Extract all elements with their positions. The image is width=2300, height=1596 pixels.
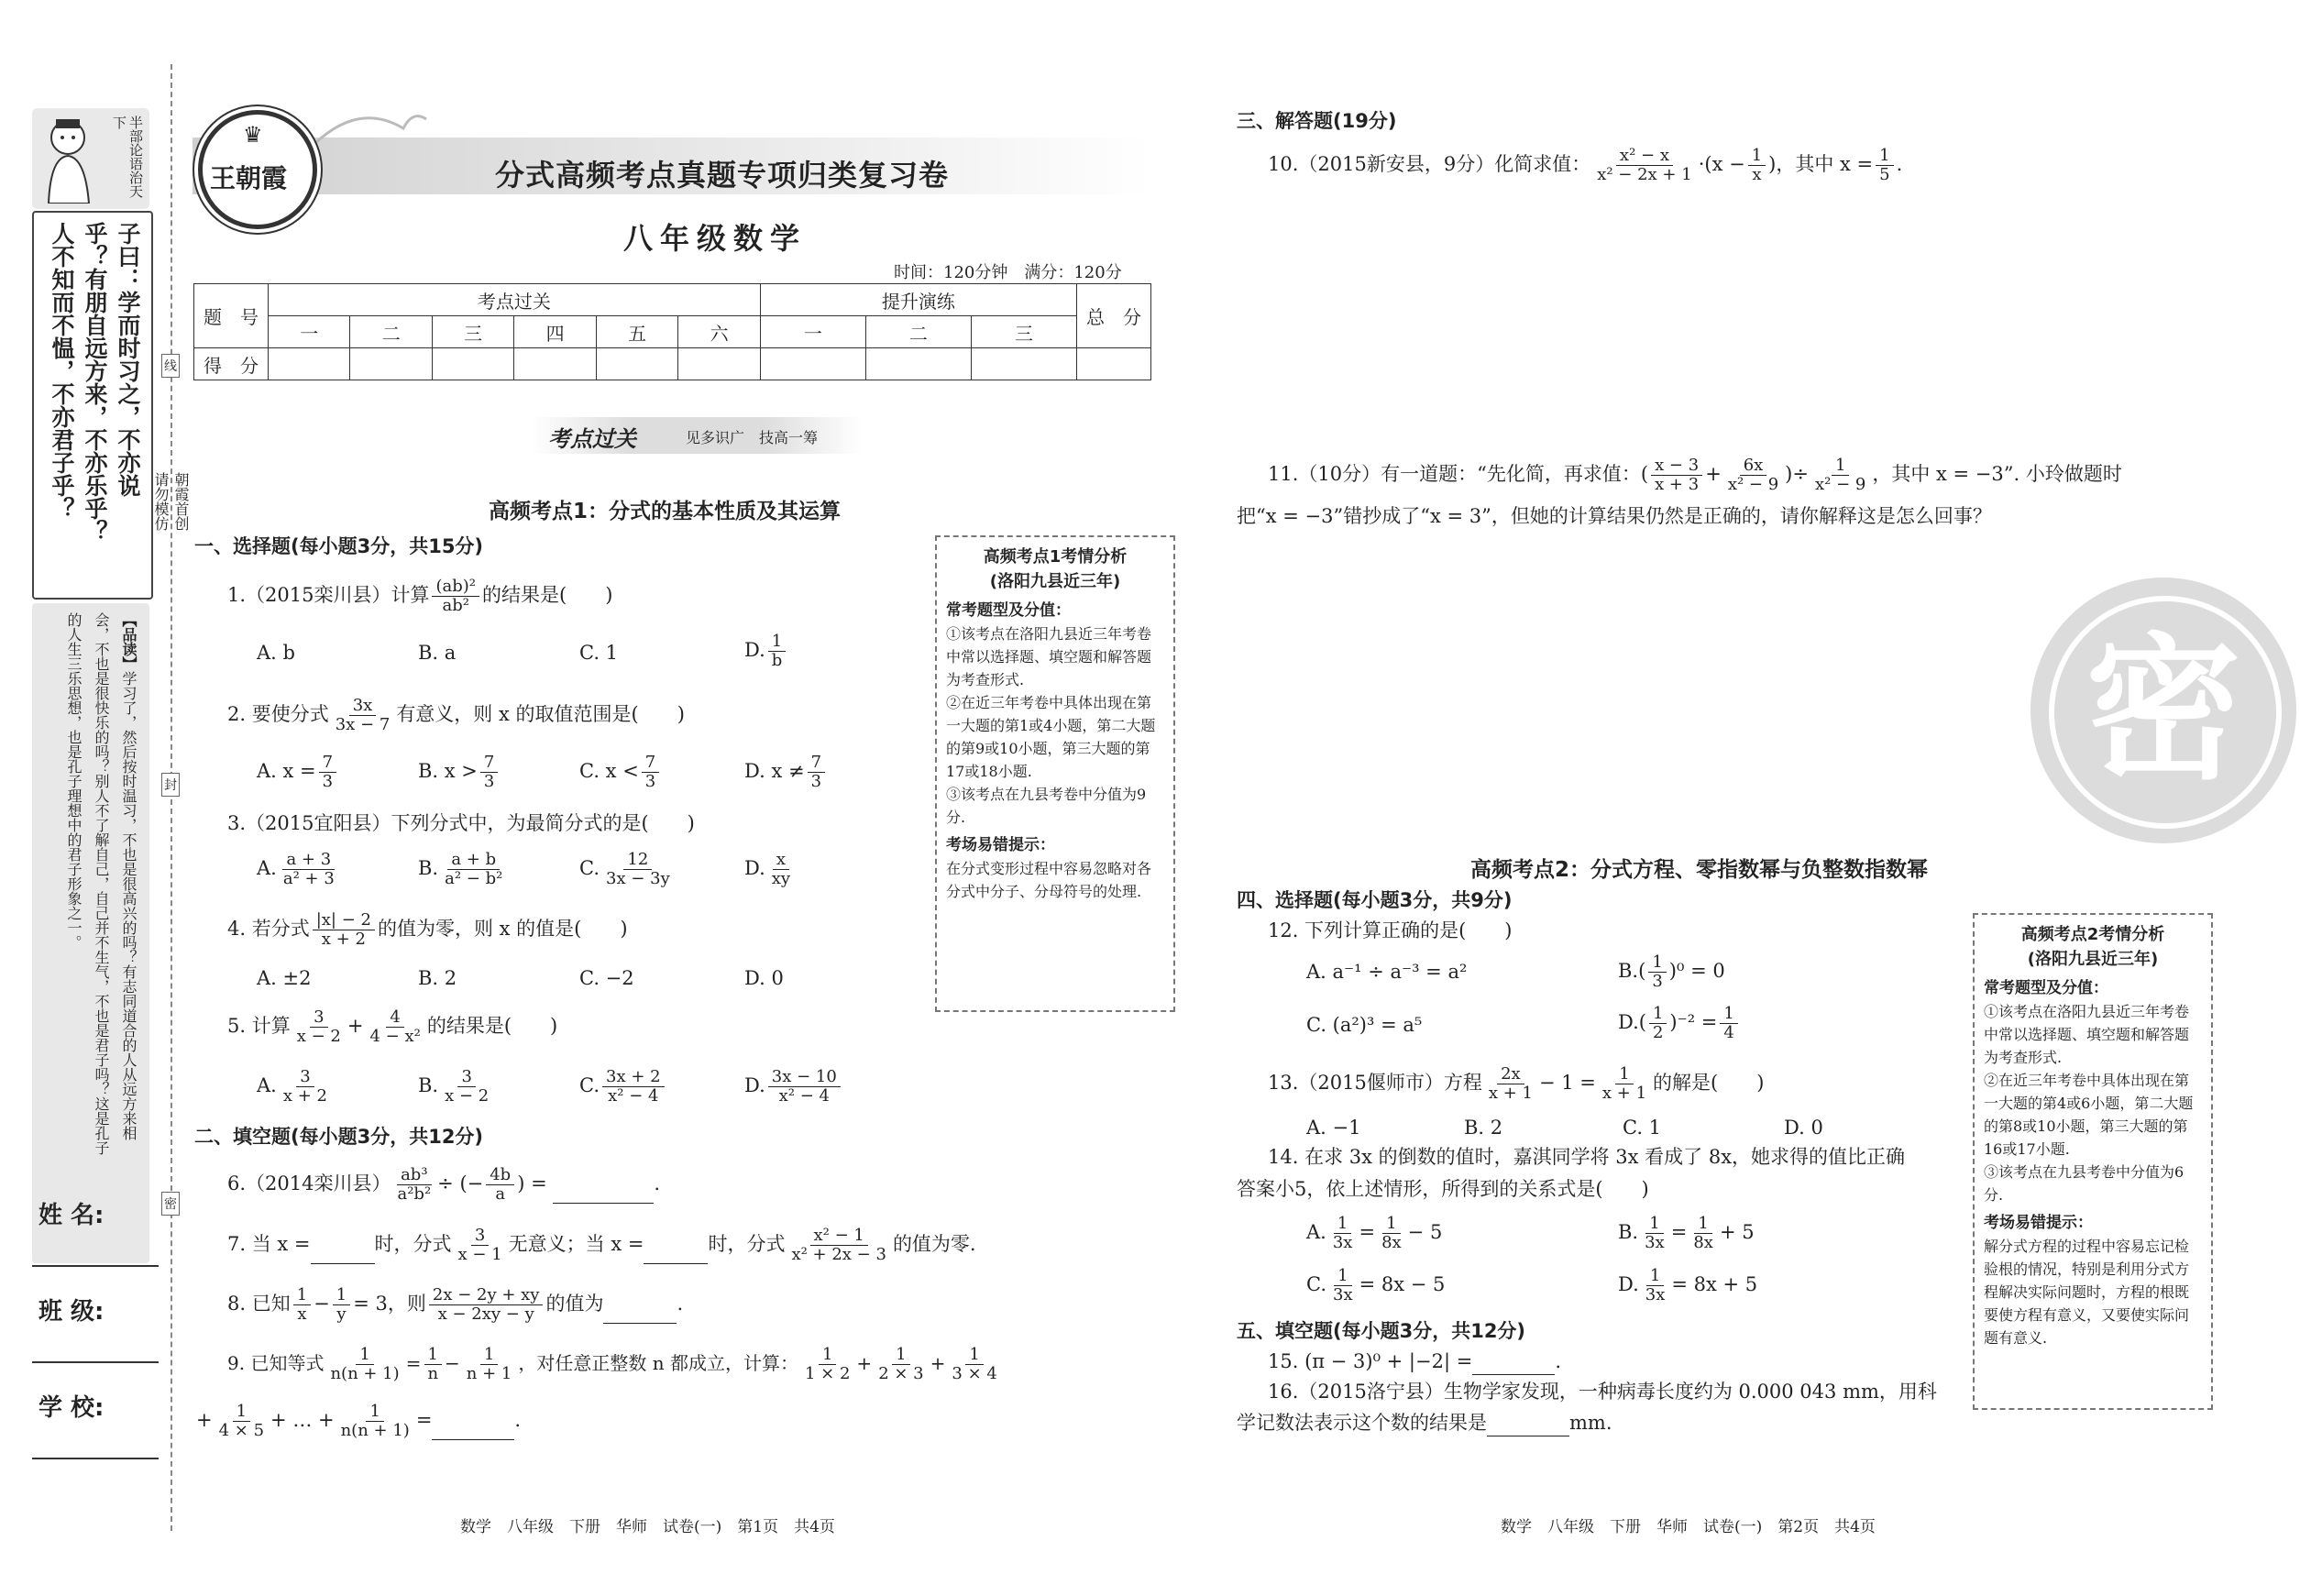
col-header: 四 [514, 316, 596, 348]
q1-option-a[interactable]: A. b [257, 642, 295, 664]
q6-answer-blank[interactable] [553, 1184, 654, 1204]
box2-heading-2: 考场易错提示： [1984, 1214, 2093, 1232]
class-label: 班 级: [39, 1298, 105, 1326]
score-cell[interactable] [350, 348, 432, 380]
question-11: 11.（10分）有一道题：“先化简，再求值：( $\frac{x - 3}{x + 3}$ + $\frac{6x}{\text{x² − 9}}$ )÷ $\frac{1}{\text{x² − 9}}$ ，其中 x = −3”. 小玲做题时 [1268, 456, 2122, 494]
seal-watermark [2030, 578, 2296, 843]
q4-option-b[interactable]: B. 2 [418, 967, 457, 989]
q8-answer-blank[interactable] [603, 1304, 677, 1324]
section-banner [532, 417, 862, 454]
box2-point-2: ②在近三年考卷中具体出现在第一大题的第4或6小题，第二大题的第8或10小题，第三大题的第16或17小题. [1984, 1072, 2194, 1158]
col-header: 二 [350, 316, 432, 348]
question-9: 9. 已知等式 $\frac{1}{n(n + 1)}$ = $\frac{1}{n}$ − $\frac{1}{n + 1}$ ，对任意正整数 n 都成立，计算： $\frac{1}{1 \times 2}$ + $\frac{1}{2 \times 3}$ + $\frac{1}{3 \times 4}$ [227, 1345, 997, 1383]
question-7: 7. 当 x = 时，分式 $\frac{3}{x - 1}$ 无意义；当 x = 时，分式 $\frac{\text{x² − 1}}{\text{x² + 2x − 3}}$ 的值为零. [227, 1226, 976, 1264]
q14-option-d[interactable]: D. $\frac{1}{3x}$ = 8x + 5 [1618, 1266, 1758, 1304]
q13-option-d[interactable]: D. 0 [1784, 1117, 1823, 1139]
question-2: 2. 要使分式 $\frac{3x}{3x - 7}$ 有意义，则 x 的取值范围是( ) [227, 696, 685, 734]
q2-option-b[interactable]: B. x > $\frac{7}{3}$ [418, 754, 501, 791]
col-header: 一 [269, 316, 350, 348]
section3-heading: 三、解答题(19分) [1237, 110, 1397, 132]
group-kaodian: 考点过关 [269, 284, 761, 316]
q7-blank-2[interactable] [644, 1245, 708, 1264]
footer-right: 数学 八年级 下册 华师 试卷(一) 第2页 共4页 [1501, 1518, 1876, 1536]
quote-panel [32, 211, 153, 600]
score-table [193, 283, 1151, 380]
question-16-line2: 学记数法表示这个数的结果是 mm. [1237, 1409, 1612, 1436]
box1-heading-2: 考场易错提示： [946, 836, 1055, 854]
q2-option-c[interactable]: C. x < $\frac{7}{3}$ [579, 754, 662, 791]
score-cell[interactable] [678, 348, 760, 380]
crown-icon: ♛ [243, 122, 263, 148]
time-info: 时间：120分钟 满分：120分 [894, 263, 1122, 282]
quote-text: 子曰：学而时习之，不亦说 乎？有朋自远方来，不亦乐乎？ 人不知而不愠，不亦君子乎？ [49, 222, 141, 543]
topic2-title: 高频考点2：分式方程、零指数幂与负整数指数幂 [1470, 858, 1929, 882]
box1-title: 高频考点1考情分析 [983, 547, 1128, 567]
question-10: 10.（2015新安县，9分）化简求值： $\frac{\text{x² − x}}{\text{x² − 2x + 1}}$ ·(x − $\frac{1}{x}$ )，其中 x = $\frac{1}{5}$ . [1268, 146, 1903, 184]
subtitle: 八年级数学 [623, 221, 808, 256]
col-header: 三 [432, 316, 513, 348]
section1-heading: 一、选择题(每小题3分，共15分) [194, 535, 484, 557]
question-1: 1.（2015栾川县）计算 $\frac{\text{(ab)²}}{\text{ab²}}$ 的结果是( ) [227, 577, 613, 615]
q5-option-b[interactable]: B. $\frac{3}{x - 2}$ [418, 1067, 490, 1106]
seal-char: 密 [2085, 620, 2242, 801]
sidebar [32, 108, 149, 1161]
col-header: 一 [760, 316, 865, 348]
box1-heading-1: 常考题型及分值： [946, 601, 1071, 620]
copyright-note: 朝霞首创 请勿模仿 [152, 472, 190, 531]
score-cell[interactable] [432, 348, 513, 380]
page-title: 分式高频考点真题专项归类复习卷 [495, 158, 950, 193]
q13-option-b[interactable]: B. 2 [1464, 1117, 1503, 1139]
score-cell[interactable] [514, 348, 596, 380]
class-field[interactable] [32, 1361, 159, 1363]
question-15: 15. (π − 3)⁰ + |−2| = . [1268, 1348, 1561, 1375]
q5-option-d[interactable]: D. $\frac{3x - 10}{\text{x² − 4}}$ [744, 1068, 843, 1106]
score-cell[interactable] [269, 348, 350, 380]
q4-option-a[interactable]: A. ±2 [257, 967, 312, 989]
mark-xian: 线 [161, 354, 180, 378]
q3-option-b[interactable]: B. $\frac{a + b}{\text{a² − b²}}$ [418, 850, 503, 888]
box2-tip: 解分式方程的过程中容易忘记检验根的情况，特别是利用分式方程解决实际问题时，方程的根既要使方程有意义，又要使实际问题有意义. [1984, 1238, 2190, 1347]
q3-option-a[interactable]: A. $\frac{a + 3}{\text{a² + 3}}$ [257, 850, 335, 888]
box1-point-2: ②在近三年考卷中具体出现在第一大题的第1或4小题，第二大题的第9或10小题，第三大题的第17或18小题. [946, 694, 1156, 780]
box1-subtitle: (洛阳九县近三年) [989, 572, 1121, 591]
q2-option-a[interactable]: A. x = $\frac{7}{3}$ [257, 754, 339, 791]
question-14: 14. 在求 3x 的倒数的值时，嘉淇同学将 3x 看成了 8x，她求得的值比正确 [1268, 1146, 1906, 1168]
box2-point-3: ③该考点在九县考卷中分值为6分. [1984, 1163, 2184, 1204]
q14-option-a[interactable]: A. $\frac{1}{3x}$ = $\frac{1}{8x}$ − 5 [1306, 1214, 1443, 1252]
question-16: 16.（2015洛宁县）生物学家发现，一种病毒长度约为 0.000 043 mm，用科 [1268, 1381, 1937, 1403]
q7-blank-1[interactable] [311, 1245, 375, 1264]
q12-option-d[interactable]: D.( $\frac{1}{2}$ )⁻² = $\frac{1}{4}$ [1618, 1005, 1741, 1042]
q4-option-d[interactable]: D. 0 [744, 967, 784, 989]
ribbon-decoration [303, 101, 431, 156]
question-4: 4. 若分式 $\frac{|x| - 2}{x + 2}$ 的值为零，则 x 的值是( ) [227, 910, 628, 949]
score-cell[interactable] [1077, 348, 1151, 380]
binding-line [171, 64, 172, 1531]
q12-option-a[interactable]: A. a⁻¹ ÷ a⁻³ = a² [1306, 961, 1468, 983]
logo [198, 110, 317, 229]
footer-left: 数学 八年级 下册 华师 试卷(一) 第1页 共4页 [460, 1518, 835, 1536]
score-cell[interactable] [760, 348, 865, 380]
question-6: 6.（2014栾川县） $\frac{\text{ab³}}{\text{a²b²}}$ ÷ (− $\frac{4b}{a}$ ) = . [227, 1165, 661, 1204]
mark-mi: 密 [161, 1192, 180, 1216]
box2-title: 高频考点2考情分析 [2020, 925, 2165, 944]
motto-tag: 半部论语治天下 [111, 116, 144, 198]
col-header: 二 [865, 316, 971, 348]
q5-option-a[interactable]: A. $\frac{3}{x + 2}$ [257, 1067, 327, 1106]
box2-subtitle: (洛阳九县近三年) [2027, 950, 2159, 969]
q2-option-d[interactable]: D. x ≠ $\frac{7}{3}$ [744, 754, 828, 791]
group-tisheng: 提升演练 [760, 284, 1076, 316]
col-header: 三 [971, 316, 1076, 348]
name-label: 姓 名: [39, 1202, 105, 1229]
section2-heading: 二、填空题(每小题3分，共12分) [194, 1126, 484, 1148]
analysis-box-2 [1973, 913, 2213, 1410]
box1-point-3: ③该考点在九县考卷中分值为9分. [946, 786, 1147, 826]
q1-option-b[interactable]: B. a [418, 642, 457, 664]
row-label-tihao: 题 号 [194, 284, 269, 348]
question-9-line2: + $\frac{1}{4 \times 5}$ + … + $\frac{1}{n(n + 1)}$ = . [196, 1402, 522, 1440]
question-12: 12. 下列计算正确的是( ) [1268, 919, 1513, 941]
question-8: 8. 已知 $\frac{1}{x}$ − $\frac{1}{y}$ = 3，则 $\frac{2x - 2y + xy}{x - 2xy - y}$ 的值为 . [227, 1285, 684, 1324]
section5-heading: 五、填空题(每小题3分，共12分) [1237, 1320, 1526, 1342]
q4-option-c[interactable]: C. −2 [579, 967, 634, 989]
col-header: 六 [678, 316, 760, 348]
pindu-panel [32, 603, 149, 1263]
question-14-line2: 答案小5，依上述情形，所得到的关系式是( ) [1237, 1178, 1649, 1200]
q1-option-c[interactable]: C. 1 [579, 642, 619, 664]
row-label-defen: 得 分 [194, 348, 269, 380]
analysis-box-1 [935, 535, 1175, 1012]
q14-option-c[interactable]: C. $\frac{1}{3x}$ = 8x − 5 [1306, 1266, 1446, 1304]
q13-option-c[interactable]: C. 1 [1623, 1117, 1662, 1139]
pindu-text: 【品读】学习了，然后按时温习，不也是很高兴的吗？有志同道合的人从远方来相 会，不也是很快乐的吗？别人不了解自己，自己并不生气，不也是君子吗？这是孔子 的人生三乐思想，也是孔子理想中的君子形象之一。 [65, 612, 138, 1155]
q16-answer-blank[interactable] [1487, 1417, 1569, 1436]
total-header: 总 分 [1077, 284, 1151, 348]
question-13: 13.（2015偃师市）方程 $\frac{2x}{x + 1}$ − 1 = $\frac{1}{x + 1}$ 的解是( ) [1268, 1064, 1765, 1103]
topic1-title: 高频考点1：分式的基本性质及其运算 [489, 500, 842, 523]
section4-heading: 四、选择题(每小题3分，共9分) [1237, 889, 1513, 911]
score-cell[interactable] [596, 348, 677, 380]
q12-option-b[interactable]: B.( $\frac{1}{3}$ )⁰ = 0 [1618, 952, 1725, 991]
mark-feng: 封 [161, 773, 180, 797]
q9-answer-blank[interactable] [432, 1421, 514, 1440]
q3-option-d[interactable]: D. $\frac{x}{xy}$ [744, 850, 791, 888]
confucius-illustration [32, 108, 149, 209]
q5-option-c[interactable]: C. $\frac{3x + 2}{\text{x² − 4}}$ [579, 1068, 667, 1106]
box2-point-1: ①该考点在洛阳九县近三年考卷中常以选择题、填空题和解答题为考查形式. [1984, 1003, 2190, 1066]
banner-slogan: 见多识广 技高一筹 [686, 429, 819, 446]
school-field[interactable] [32, 1458, 159, 1459]
box1-tip: 在分式变形过程中容易忽略对各分式中分子、分母符号的处理. [946, 860, 1152, 900]
q15-answer-blank[interactable] [1472, 1356, 1555, 1375]
banner-title: 考点过关 [548, 425, 636, 452]
question-11-line2: 把“x = −3”错抄成了“x = 3”，但她的计算结果仍然是正确的，请你解释这是怎么回事？ [1237, 505, 1992, 527]
box1-point-1: ①该考点在洛阳九县近三年考卷中常以选择题、填空题和解答题为考查形式. [946, 625, 1152, 688]
logo-text: 王朝霞 [210, 163, 288, 193]
question-3: 3.（2015宜阳县）下列分式中，为最简分式的是( ) [227, 812, 695, 834]
q12-option-c[interactable]: C. (a²)³ = a⁵ [1306, 1014, 1423, 1036]
col-header: 五 [596, 316, 677, 348]
score-cell[interactable] [865, 348, 971, 380]
q3-option-c[interactable]: C. $\frac{12}{3x - 3y}$ [579, 850, 670, 888]
school-label: 学 校: [39, 1394, 105, 1422]
q14-option-b[interactable]: B. $\frac{1}{3x}$ = $\frac{1}{8x}$ + 5 [1618, 1214, 1755, 1252]
question-5: 5. 计算 $\frac{3}{x - 2}$ + $\frac{4}{\text{4 − x²}}$ 的结果是( ) [227, 1007, 558, 1046]
q13-option-a[interactable]: A. −1 [1306, 1117, 1361, 1139]
q1-option-d[interactable]: D. $\frac{1}{b}$ [744, 633, 788, 670]
name-field[interactable] [32, 1265, 159, 1267]
box2-heading-1: 常考题型及分值： [1984, 979, 2108, 997]
score-cell[interactable] [971, 348, 1076, 380]
